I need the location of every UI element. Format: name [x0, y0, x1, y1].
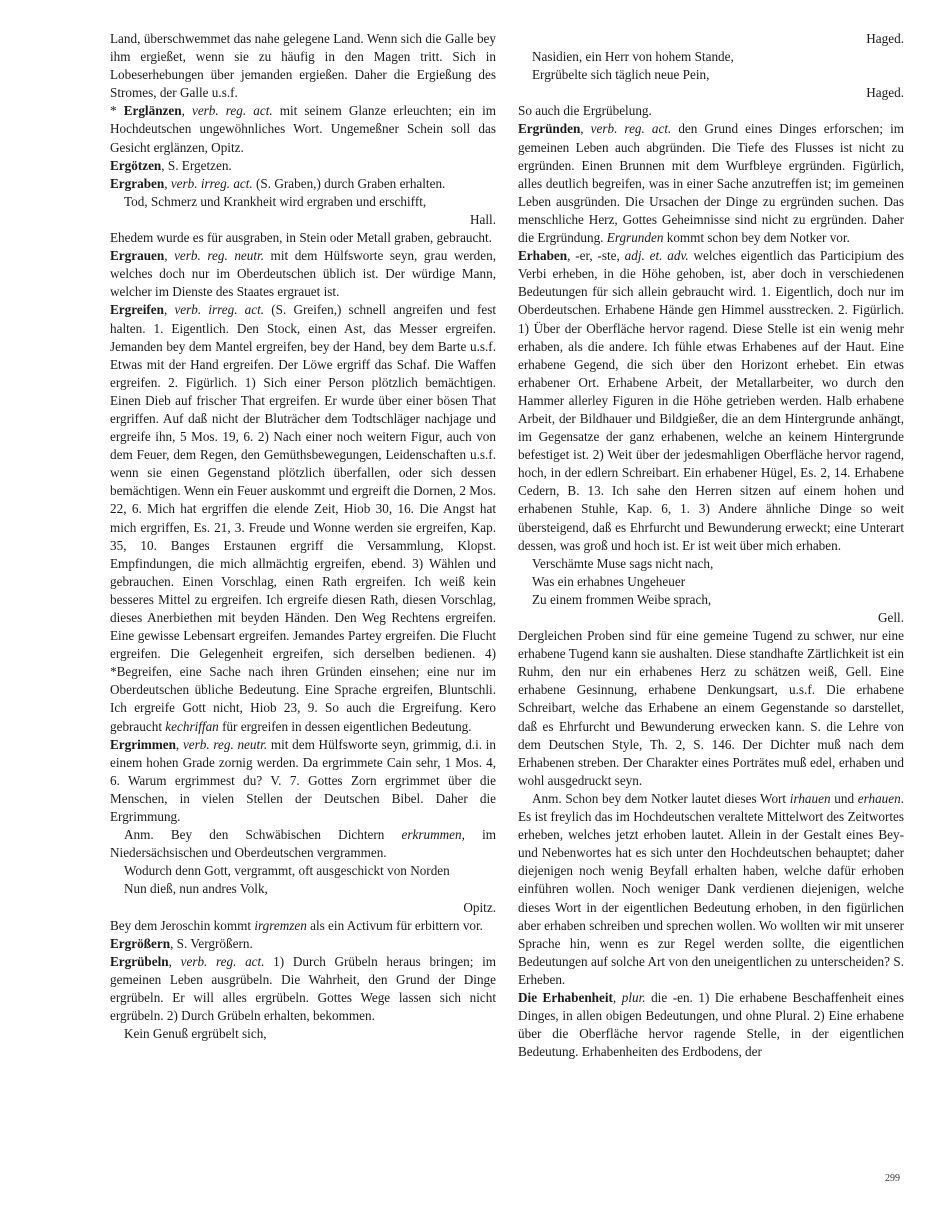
quote-source: Haged.: [866, 85, 904, 101]
right-column: [518, 30, 904, 1061]
verse-quote: Kein Genuß ergrübelt sich,: [124, 1026, 267, 1042]
verse-quote: Ergrübelte sich täglich neue Pein,: [532, 67, 710, 83]
entry-paragraph: Dergleichen Proben sind für eine gemeine Tugend zu schwer, nur eine erhabene Tugend kann sie aushalten. Diese standhafte Zärtlichkeit ist ein Ruhm, den nur ein erhabenes Herz zu schätzen weiß, Gell. Eine erhabene Gesinnung, erhabene Denkungsart, u.s.f. Die erhabene Schreibart, welche das Erhabene an einem Gegenstande so darstellet, daß es Ehrfurcht und Bewunderung erwecken kann. S. die Lehre von dem Deutschen Style, Th. 2, S. 146. Der Dichter muß nach dem Erhabenen streben. Der Charakter eines Porträtes muß edel, erhaben und wohl ausgedruckt seyn.: [518, 628, 904, 788]
entry-paragraph: So auch die Ergrübelung.: [518, 103, 652, 119]
entry-paragraph: Ergrübeln, verb. reg. act. 1) Durch Grübeln heraus bringen; im gemeinen Leben ausgrübeln. Die Wahrheit, den Grund der Dinge ergrübeln. Er will alles ergrübeln. Gottes Wege lassen sich nicht ergrübeln. 2) Durch Grübeln erhalten, bekommen.: [110, 953, 497, 1024]
left-column: [110, 30, 496, 1043]
verse-quote: Was ein erhabnes Ungeheuer: [532, 573, 686, 589]
verse-quote: Tod, Schmerz und Krankheit wird ergraben und erschifft,: [124, 193, 427, 209]
verse-quote: Nun dieß, nun andres Volk,: [124, 881, 268, 897]
entry-paragraph: Die Erhabenheit, plur. die -en. 1) Die erhabene Beschaffenheit eines Dinges, in allen obigen Bedeutungen, und ohne Plural. 2) Eine erhabene über die Oberfläche hervor ragende Stelle, in der eigentlichen Bedeutung. Erhabenheiten des Erdbodens, der: [518, 989, 904, 1060]
note-paragraph: Anm. Bey den Schwäbischen Dichtern erkrummen, im Niedersächsischen und Oberdeutschen vergrammen.: [110, 827, 496, 861]
quote-source: Hall.: [469, 211, 496, 227]
quote-source: Gell.: [877, 610, 904, 625]
verse-quote: Zu einem frommen Weibe sprach,: [532, 591, 712, 607]
entry-paragraph: Ergründen, verb. reg. act. den Grund eines Dinges erforschen; im gemeinen Leben auch abgründen. Die Tiefe des Flusses ist nicht zu ergründen. Einen Brunnen mit dem Wurfbleye ergründen. Figürlich, alles deutlich begreifen, was in einer Sache anzutreffen ist; im gemeinen Leben ausgründen. Die Ursachen der Dinge zu ergründen suchen. Das menschliche Herz, Gottes Geheimnisse sind nicht zu ergründen. Daher die Ergründung. Ergrunden kommt schon bey dem Notker vor.: [518, 121, 904, 246]
verse-quote: Nasidien, ein Herr von hohem Stande,: [532, 49, 734, 65]
entry-paragraph: Ergrauen, verb. reg. neutr. mit dem Hülfsworte seyn, grau werden, welches doch nur im Oberdeutschen üblich ist. Der würdige Mann, welcher im Dienste des Staates ergrauet ist.: [110, 248, 496, 300]
quote-source: Haged.: [866, 31, 904, 46]
entry-paragraph: Ergraben, verb. irreg. act. (S. Graben,) durch Graben erhalten.: [110, 175, 446, 191]
verse-quote: Verschämte Muse sags nicht nach,: [532, 555, 714, 571]
entry-paragraph: Ergreifen, verb. irreg. act. (S. Greifen,) schnell angreifen und fest halten. 1. Eigentlich. Den Stock, einen Ast, das Messer ergreifen. Jemanden bey dem Mantel ergreifen, bey der Hand, bey dem Barte u.s.f. Etwas mit der Hand ergreifen. Der Löwe ergriff das Schaf. Die Waffen ergreifen. 2. Figürlich. 1) Sich einer Person plötzlich bemächtigen. Einen Dieb auf frischer That ergreifen. Er wurde über einer bösen That ergriffen. Auf daß nicht der Bluträcher dem Todtschläger nachjage und ergreife ihn, 5 Mos. 19, 6. 2) Nach einer noch weitern Figur, auch von dem Feuer, dem Regen, den Gemüthsbewegungen, Leidenschaften u.s.f. wenn sie einen Gegenstand plötzlich überfallen, oder sich dessen bemächtigen. Wenn ein Feuer auskommt und ergreift die Dornen, 2 Mos. 22, 6. Mich hat ergriffen die elende Zeit, Hiob 30, 16. Die Angst hat mich ergriffen, Es. 21, 3. Freude und Wonne werden sie ergreifen, Kap. 35, 10. Banges Erstaunen ergriff die Versammlung, Klopst. Empfindungen, die mich allmächtig ergreifen, ebend. 3) Wählen und gebrauchen. Einen Vorschlag, einen Rath ergreifen. Ich weiß kein besseres Mittel zu ergreifen. Ich ergreife diesen Rath, diesen Vorschlag, dieses Anerbiethen mit beyden Händen. Den Weg Rechtens ergreifen. Eine gewisse Lebensart ergreifen. Jemandes Partey ergreifen. Die Flucht ergreifen. Die Gelegenheit ergreifen, sich derselben bedienen. 4) *Begreifen, eine Sache nach ihren Gründen einsehen; eine nur im Oberdeutschen übliche Bedeutung. Eine Sprache ergreifen, Bluntschli. Ich ergreife Gott nicht, Hiob 23, 9. So auch die Ergreifung. Kero gebraucht kechriffan für ergreifen in dessen eigentlichen Bedeutung.: [110, 302, 497, 734]
entry-paragraph: Ergötzen, S. Ergetzen.: [110, 157, 232, 173]
page-number: 299: [885, 1173, 900, 1184]
entry-paragraph: Erhaben, -er, -ste, adj. et. adv. welches eigentlich das Participium des Verbi erheben, in die Höhe gehoben, ist, aber doch in verschiedenen Bedeutungen für sich allein gebraucht wird. 1. Eigentlich, doch nur im Oberdeutschen. Erhabene Hände gen Himmel ausstrecken. 2. Figürlich. 1) Über der Oberfläche hervor ragend. Diese Stelle ist ein wenig mehr erhaben, als die andere. Ich fühle etwas Erhabenes auf der Haut. Eine erhabene Gegend, die sich über den Horizont erhebet. Ein etwas erhabener Ort. Erhabene Arbeit, der Metallarbeiter, wo durch den Hammer allerley Figuren in die Höhe getrieben werden. Halb erhabene Arbeit, der Bildhauer und Bildgießer, die an dem Hintergrunde anhängt, im Gegensatze der ganz erhabenen, welche an keinem Hintergrunde befestiget ist. 2) Weit über der jedesmahligen Oberfläche hervor ragend, hoch, in der edlern Schreibart. Ein erhabener Hügel, Es. 2, 14. Erhabene Cedern, B. 13. Ich sahe den Herren sitzen auf einem hohen und erhabenen Stuhle, Kap. 6, 1. 3) Andere ähnliche Dinge so weit übersteigend, daß es Ehrfurcht und Bewunderung erweckt; eine Unterart dessen, was groß und hoch ist. Er ist weit über mich erhaben.: [518, 248, 904, 553]
quote-source: Opitz.: [463, 899, 496, 915]
verse-quote: Wodurch denn Gott, vergrammt, oft ausgeschickt von Norden: [124, 863, 450, 879]
note-paragraph: Anm. Schon bey dem Notker lautet dieses Wort irhauen und erhauen. Es ist freylich das im Hochdeutschen veraltete Mittelwort des Zeitwortes erheben, welches jetzt erhoben lautet. Allein in der Gestalt eines Bey- und Nebenwortes hat es sich unter den Hochdeutschen behauptet; daher diejenigen noch wenig Beyfall erhalten haben, welche dafür erhoben einführen wollen. Noch weniger Dank verdienen diejenigen, welche dieses Wort in der eigentlichen Bedeutung erhoben, in den figürlichen aber erhaben schreiben und sprechen wollen. Wo wollten wir mit unserer Sprache hin, wenn es zur Regel werden sollte, die eigentlichen Bedeutungen auf solche Art von den uneigentlichen zu unterscheiden? S. Erheben.: [518, 790, 905, 987]
entry-paragraph: Bey dem Jeroschin kommt irgremzen als ein Activum für erbittern vor.: [110, 917, 483, 933]
entry-paragraph: Ergrimmen, verb. reg. neutr. mit dem Hülfsworte seyn, grimmig, d.i. in einem hohen Grade zornig werden. Da ergrimmete Cain sehr, 1 Mos. 4, 6. Warum ergrimmest du? V. 7. Gottes Zorn ergrimmet über die Menschen, in vielen Stellen der Deutschen Bibel. Daher die Ergrimmung.: [110, 736, 497, 825]
entry-paragraph: Ehedem wurde es für ausgraben, in Stein oder Metall graben, gebraucht.: [110, 230, 492, 246]
entry-paragraph: Land, überschwemmet das nahe gelegene Land. Wenn sich die Galle bey ihm ergießet, wenn sie zu häufig in den Magen tritt. Sich in Lobeserhebungen über jemanden ergießen. Daher die Ergießung des Stromes, der Galle u.s.f.: [110, 31, 496, 101]
entry-paragraph: * Erglänzen, verb. reg. act. mit seinem Glanze erleuchten; ein im Hochdeutschen ungewöhnliches Wort. Ungemeßner Schein soll das Gesicht erglänzen, Opitz.: [110, 103, 497, 155]
entry-paragraph: Ergrößern, S. Vergrößern.: [110, 935, 253, 951]
